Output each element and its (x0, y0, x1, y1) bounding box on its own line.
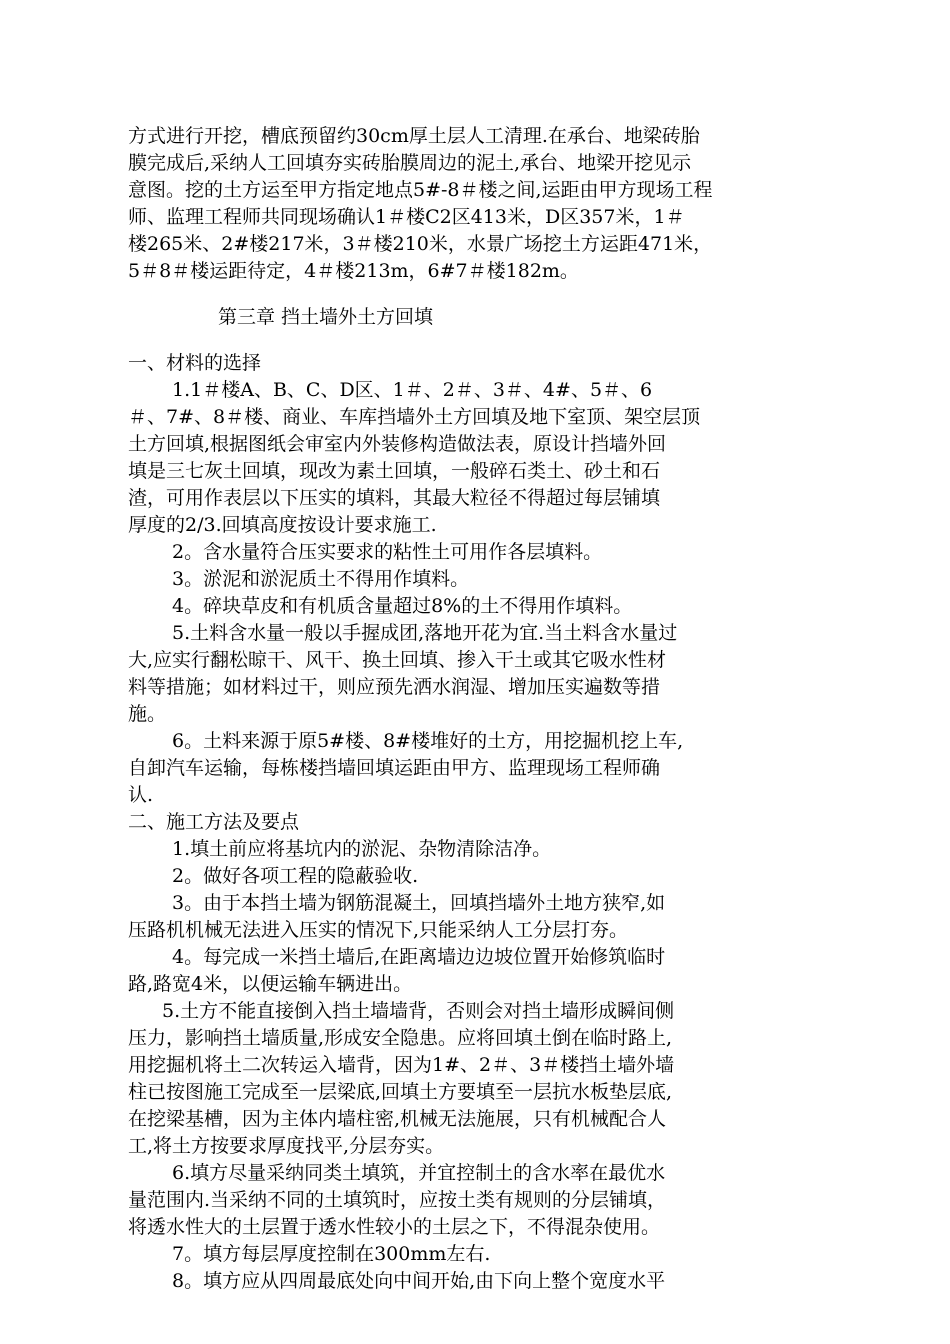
paragraph-line: 土方回填,根据图纸会审室内外装修构造做法表，原设计挡墙外回 (128, 433, 667, 455)
chapter-title: 第三章 挡土墙外土方回填 (218, 306, 434, 328)
intro-line: 意图。挖的土方运至甲方指定地点5#-8＃楼之间,运距由甲方现场工程 (128, 179, 713, 201)
paragraph-line: 8。填方应从四周最底处向中间开始,由下向上整个宽度水平 (172, 1270, 666, 1292)
paragraph-line: 6。土料来源于原5#楼、8#楼堆好的土方，用挖掘机挖上车, (172, 730, 684, 752)
paragraph-line: 认. (128, 784, 154, 806)
paragraph-line: 压路机机械无法进入压实的情况下,只能采纳人工分层打夯。 (128, 919, 629, 941)
paragraph-line: 渣，可用作表层以下压实的填料，其最大粒径不得超过每层铺填 (128, 487, 661, 509)
paragraph-line: 量范围内.当采纳不同的土填筑时，应按土类有规则的分层铺填， (128, 1189, 667, 1211)
paragraph-line: 自卸汽车运输，每栋楼挡墙回填运距由甲方、监理现场工程师确 (128, 757, 661, 779)
paragraph-line: 1.1＃楼A、B、C、D区、1＃、2＃、3＃、4#、5＃、6 (172, 379, 653, 401)
paragraph-line: 7。填方每层厚度控制在300mm左右. (172, 1243, 491, 1265)
paragraph-line: 2。做好各项工程的隐蔽验收. (172, 865, 419, 887)
intro-line: 方式进行开挖，槽底预留约30cm厚土层人工清理.在承台、地梁砖胎 (128, 125, 700, 147)
spacer (128, 285, 828, 304)
paragraph-line: ＃、7#、8＃楼、商业、车库挡墙外土方回填及地下室顶、架空层顶 (128, 406, 701, 428)
paragraph-line: 在挖梁基槽，因为主体内墙柱密,机械无法施展，只有机械配合人 (128, 1108, 667, 1130)
paragraph-line: 4。每完成一米挡土墙后,在距离墙边边坡位置开始修筑临时 (172, 946, 666, 968)
paragraph-line: 4。碎块草皮和有机质含量超过8%的土不得用作填料。 (172, 595, 633, 617)
section-heading: 二、施工方法及要点 (128, 811, 300, 833)
paragraph-line: 大,应实行翻松晾干、风干、换土回填、掺入干土或其它吸水性材 (128, 649, 667, 671)
document-body (128, 123, 828, 1295)
paragraph-line: 厚度的2/3.回填高度按设计要求施工. (128, 514, 437, 536)
paragraph-line: 压力，影响挡土墙质量,形成安全隐患。应将回填土倒在临时路上, (128, 1027, 673, 1049)
paragraph-line: 料等措施；如材料过干，则应预先洒水润湿、增加压实遍数等措 (128, 676, 661, 698)
paragraph-line: 5.土方不能直接倒入挡土墙墙背，否则会对挡土墙形成瞬间侧 (162, 1000, 675, 1022)
intro-line: 5＃8＃楼运距待定，4＃楼213m，6#7＃楼182m。 (128, 260, 579, 282)
paragraph-line: 柱已按图施工完成至一层梁底,回填土方要填至一层抗水板垫层底, (128, 1081, 673, 1103)
intro-line: 师、监理工程师共同现场确认1＃楼C2区413米，D区357米，1＃ (128, 206, 685, 228)
paragraph-line: 5.土料含水量一般以手握成团,落地开花为宜.当土料含水量过 (172, 622, 678, 644)
paragraph-line: 2。含水量符合压实要求的粘性土可用作各层填料。 (172, 541, 603, 563)
paragraph-line: 施。 (128, 703, 167, 725)
paragraph-line: 工,将土方按要求厚度找平,分层夯实。 (128, 1135, 445, 1157)
section-heading: 一、材料的选择 (128, 352, 262, 374)
paragraph-line: 用挖掘机将土二次转运入墙背，因为1#、2＃、3＃楼挡土墙外墙 (128, 1054, 675, 1076)
intro-line: 楼265米、2#楼217米，3＃楼210米，水景广场挖土方运距471米， (128, 233, 713, 255)
paragraph-line: 填是三七灰土回填，现改为素土回填，一般碎石类土、砂土和石 (128, 460, 661, 482)
paragraph-line: 将透水性大的土层置于透水性较小的土层之下，不得混杂使用。 (128, 1216, 661, 1238)
intro-line: 膜完成后,采纳人工回填夯实砖胎膜周边的泥土,承台、地梁开挖见示 (128, 152, 692, 174)
paragraph-line: 路,路宽4米，以便运输车辆进出。 (128, 973, 413, 995)
paragraph-line: 6.填方尽量采纳同类土填筑，并宜控制土的含水率在最优水 (172, 1162, 666, 1184)
paragraph-line: 3。由于本挡土墙为钢筋混凝土，回填挡墙外土地方狭窄,如 (172, 892, 666, 914)
paragraph-line: 1.填土前应将基坑内的淤泥、杂物清除洁净。 (172, 838, 552, 860)
spacer (128, 331, 828, 350)
paragraph-line: 3。淤泥和淤泥质土不得用作填料。 (172, 568, 470, 590)
